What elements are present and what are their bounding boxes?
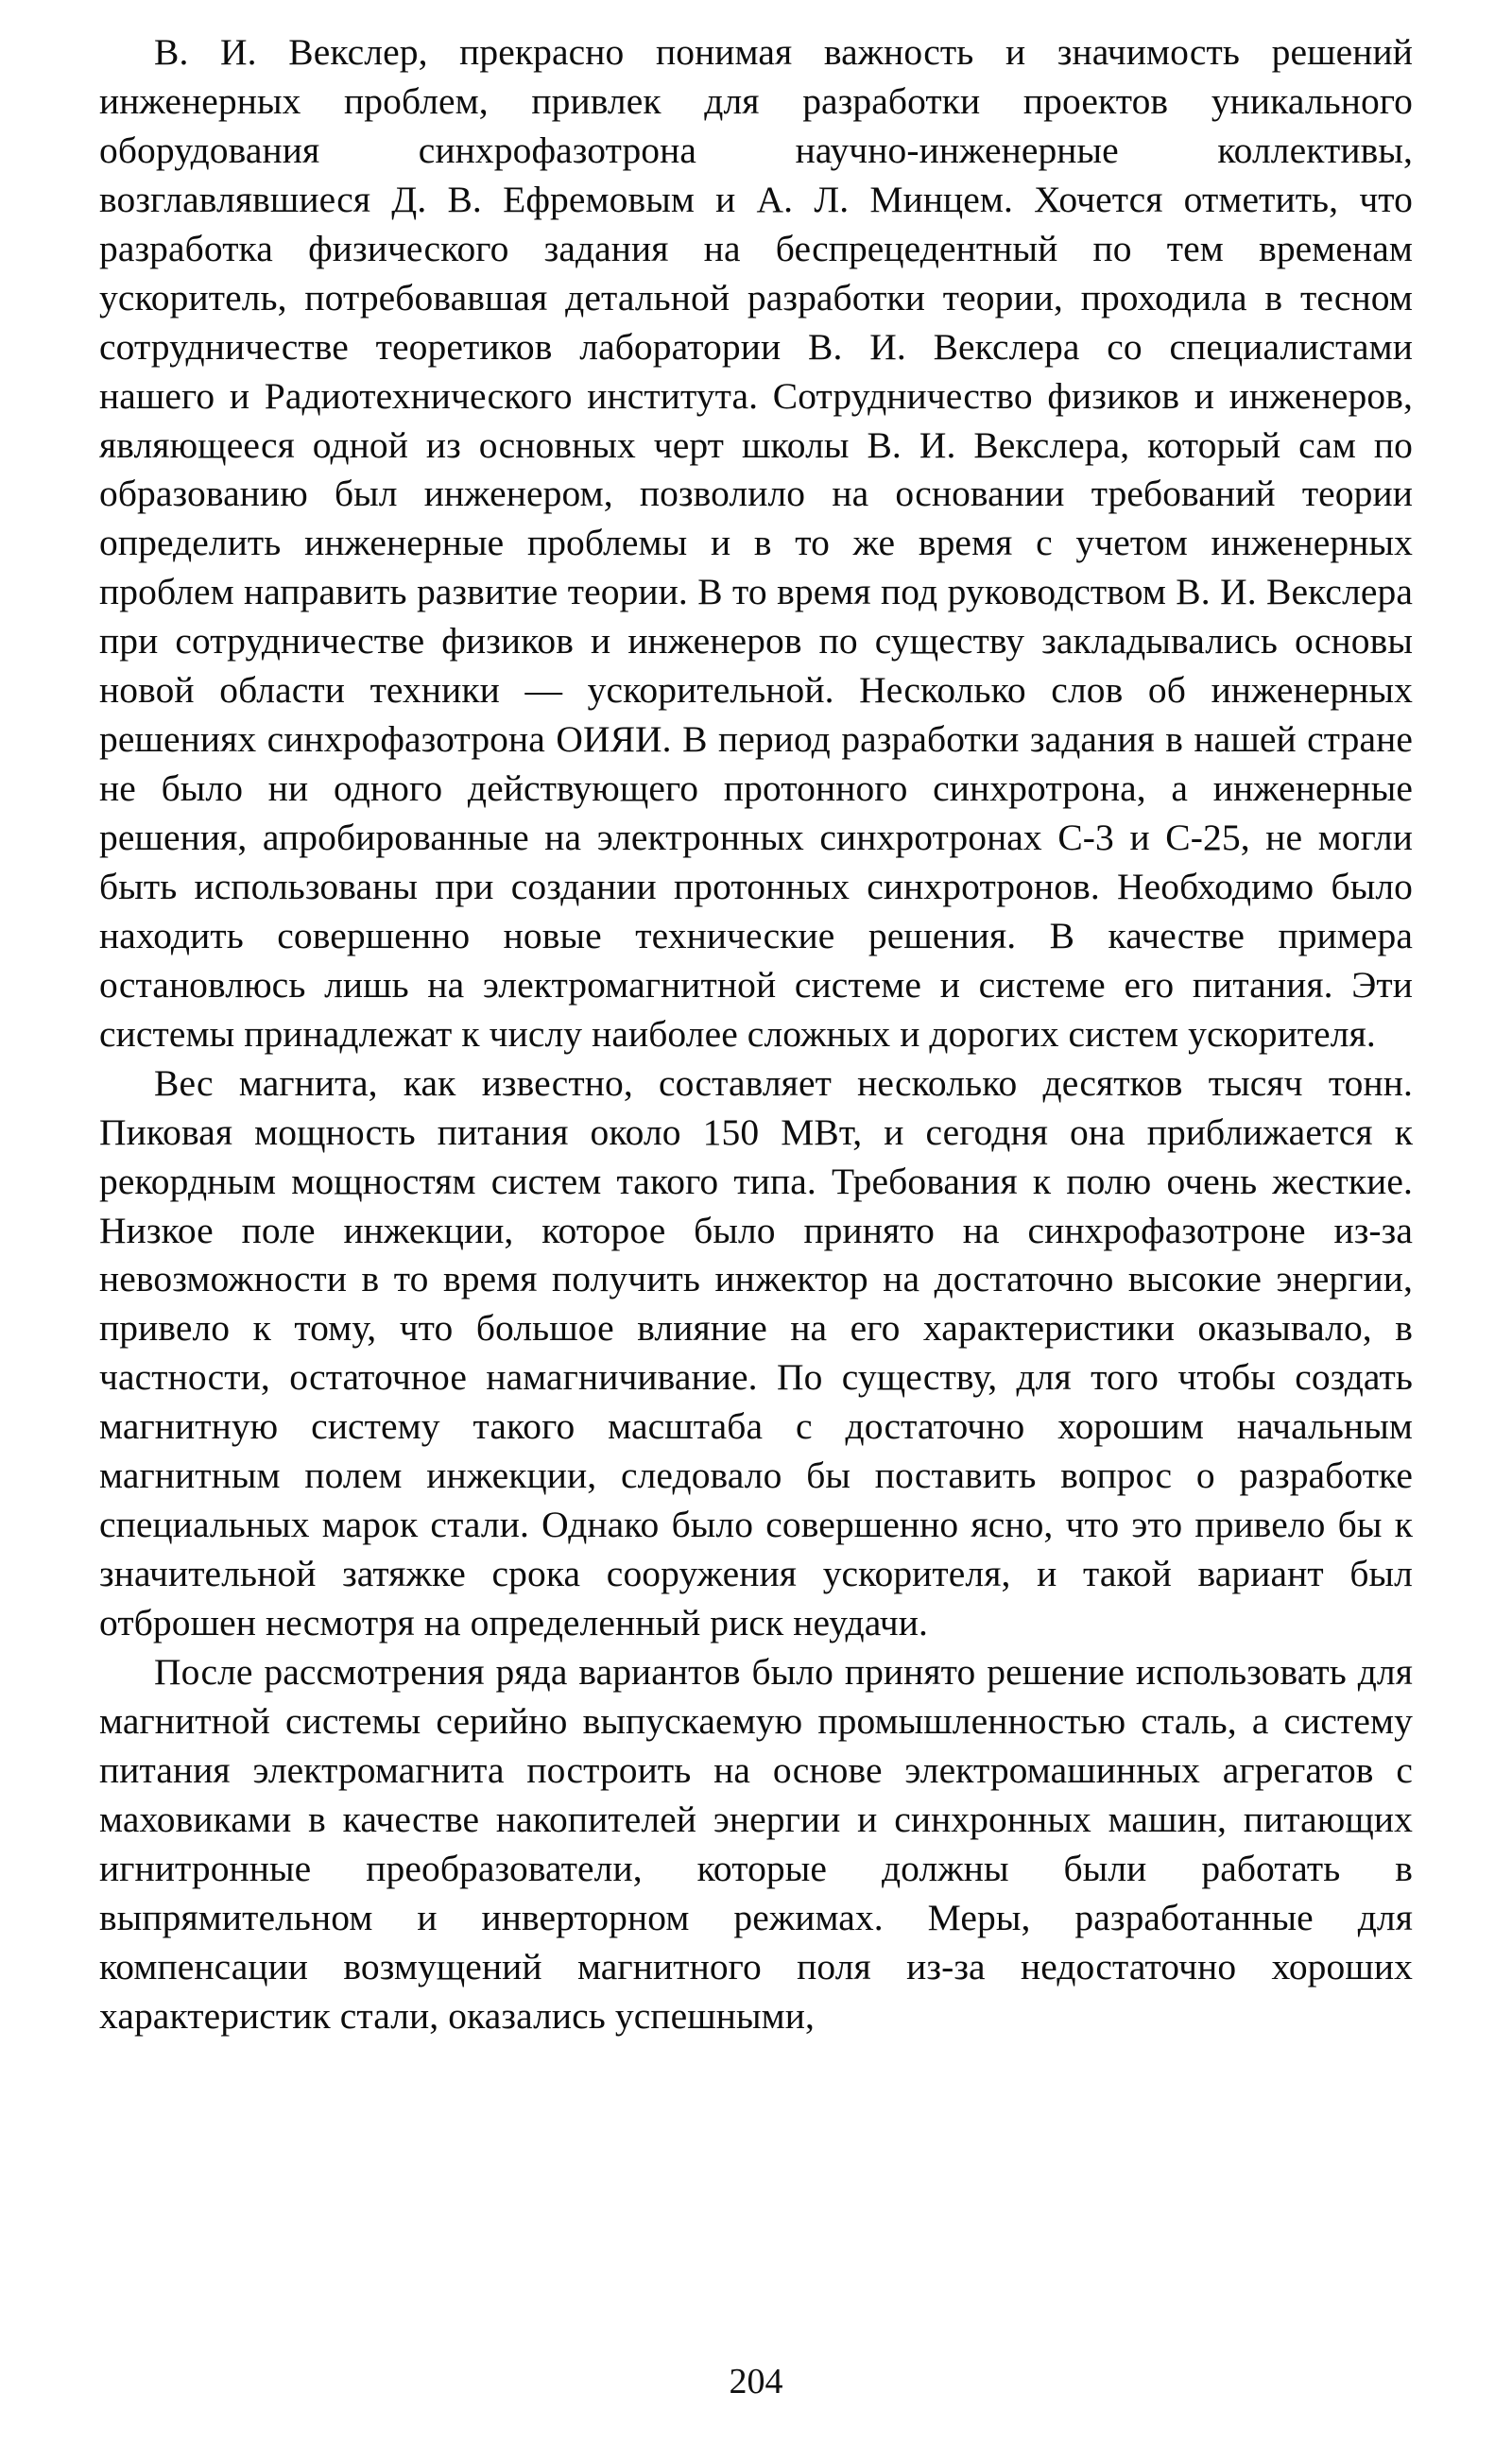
paragraph-3: После рассмотрения ряда вариантов было принято решение использовать для магнитной системы серийно выпускаемую промышленностью сталь, а систему питания электромагнита построить на основе электромашинных агрегатов с маховиками в качестве накопителей энергии и синхронных машин, питающих игнитронные преобразователи, которые должны были работать в выпрямительном и инверторном режимах. Меры, разработанные для компенсации возмущений магнитного поля из-за недостаточно хороших характеристик стали, оказались успешными, [99, 1650, 1413, 2037]
page-body [99, 28, 1413, 2040]
paragraph-2: Вес магнита, как известно, составляет несколько десятков тысяч тонн. Пиковая мощность питания около 150 МВт, и сегодня она приближается к рекордным мощностям систем такого типа. Требования к полю очень жесткие. Низкое поле инжекции, которое было принято на синхрофазотроне из-за невозможности в то время получить инжектор на достаточно высокие энергии, привело к тому, что большое влияние на его характеристики оказывало, в частности, остаточное намагничивание. По существу, для того чтобы создать магнитную систему такого масштаба с достаточно хорошим начальным магнитным полем инжекции, следовало бы поставить вопрос о разработке специальных марок стали. Однако было совершенно ясно, что это привело бы к значительной затяжке срока сооружения ускорителя, и такой вариант был отброшен несмотря на определенный риск неудачи. [99, 1061, 1413, 1644]
paragraph-1: В. И. Векслер, прекрасно понимая важность и значимость решений инженерных проблем, привлек для разработки проектов уникального оборудования синхрофазотрона научно-инженерные коллективы, возглавлявшиеся Д. В. Ефремовым и А. Л. Минцем. Хочется отметить, что разработка физического задания на беспрецедентный по тем временам ускоритель, потребовавшая детальной разработки теории, проходила в тесном сотрудничестве теоретиков лаборатории В. И. Векслера со специалистами нашего и Радиотехнического института. Сотрудничество физиков и инженеров, являющееся одной из основных черт школы В. И. Векслера, который сам по образованию был инженером, позволило на основании требований теории определить инженерные проблемы и в то же время с учетом инженерных проблем направить развитие теории. В то время под руководством В. И. Векслера при сотрудничестве физиков и инженеров по существу закладывались основы новой области техники — ускорительной. Несколько слов об инженерных решениях синхрофазотрона ОИЯИ. В период разработки задания в нашей стране не было ни одного действующего протонного синхротрона, а инженерные решения, апробированные на электронных синхротронах С-3 и С-25, не могли быть использованы при создании протонных синхротронов. Необходимо было находить совершенно новые технические решения. В качестве примера остановлюсь лишь на электромагнитной системе и системе его питания. Эти системы принадлежат к числу наиболее сложных и дорогих систем ускорителя. [99, 31, 1413, 1055]
page-number: 204 [729, 2362, 783, 2401]
